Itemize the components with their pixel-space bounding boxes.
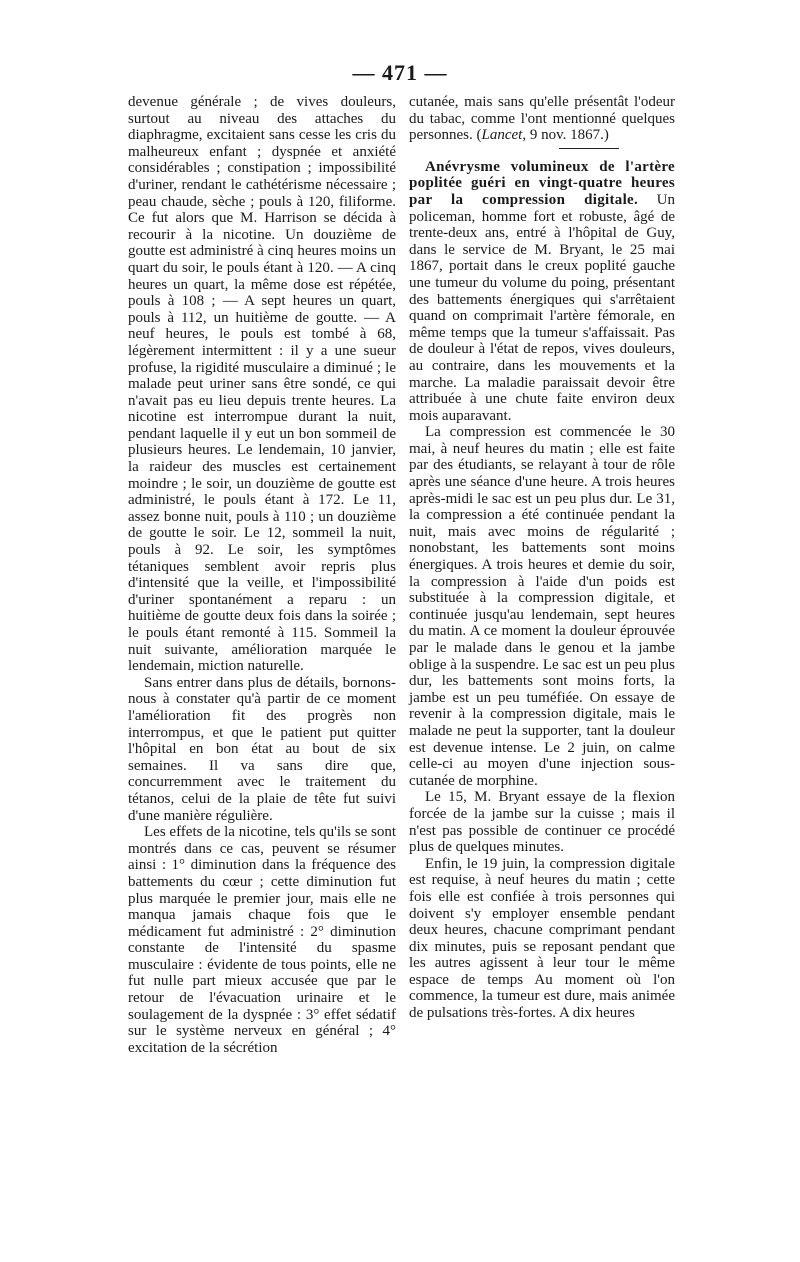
paragraph-text: Un policeman, homme fort et robuste, âgé de trente-deux ans, entré à l'hôpital de Guy, dans le service de M. Bryant, le 25 mai 1867, portait dans le creux poplité gauche une tumeur du volume du poing, présentant des battements énergiques qui s'arrêtaient quand on comprimait l'artère fémorale, en même temps que la tumeur s'affaissait. Pas de douleur à l'état de repos, vives douleurs, au contraire, dans les mouvements et la marche. La maladie paraissait devoir être attribuée à une chute faite environ deux mois auparavant. <box>409 191 675 424</box>
paragraph: Enfin, le 19 juin, la compression digitale est requise, à neuf heures du matin ; cette fois elle est confiée à trois personnes qui doivent s'y employer ensemble pendant deux heures, chacune comprimant pendant dix minutes, puis se reposant pendant que les autres agissent à leur tour le même espace de temps Au moment où l'on commence, la tumeur est dure, mais animée de pulsations très-fortes. A dix heures <box>409 855 675 1022</box>
right-column <box>409 94 675 1022</box>
paragraph: Le 15, M. Bryant essaye de la flexion forcée de la jambe sur la cuisse ; mais il n'est pas possible de continuer ce procédé plus de quelques minutes. <box>409 789 675 856</box>
reference-journal: Lancet <box>481 127 523 144</box>
reference-date: , 9 nov. 1867.) <box>522 127 609 144</box>
paragraph: Les effets de la nicotine, tels qu'ils se sont montrés dans ce cas, peuvent se résumer ainsi : 1° diminution dans la fréquence des battements du cœur ; cette diminution fut plus marquée le premier jour, mais elle ne manqua jamais chaque fois que le médicament fut administré : 2° diminution constante de l'intensité du spasme musculaire : évidente de tous points, elle ne fut nulle part mieux accusée que par le retour de l'évacuation urinaire et le soulagement de la dyspnée : 3° effet sédatif sur le système nerveux en général ; 4° excitation de la sécrétion <box>128 824 396 1056</box>
section-article <box>409 159 675 425</box>
paragraph-text: cutanée, mais sans qu'elle présentât l'odeur du tabac, comme l'ont mentionné quelques personnes. ( <box>409 94 675 144</box>
paragraph: Sans entrer dans plus de détails, bornons-nous à constater qu'à partir de ce moment l'amélioration fit des progrès non interrompus, et que le patient put quitter l'hôpital en bon état au bout de six semaines. Il va sans dire que, concurremment avec le traitement du tétanos, celui de la plaie de tête fut suivi d'une manière régulière. <box>128 674 396 824</box>
paragraph <box>409 94 675 144</box>
paragraph: devenue générale ; de vives douleurs, surtout au niveau des attaches du diaphragme, excitaient sans cesse les cris du malheureux enfant ; dyspnée et anxiété considérables ; constipation ; impossibilité d'uriner, rendant le cathétérisme nécessaire ; peau chaude, sèche ; pouls à 120, filiforme. Ce fut alors que M. Harrison se décida à recourir à la nicotine. Un douzième de goutte est administré à cinq heures moins un quart du soir, le pouls étant à 120. — A cinq heures un quart, la même dose est répétée, pouls à 108 ; — A sept heures un quart, pouls à 112, un huitième de goutte. — A neuf heures, le pouls est tombé à 68, légèrement intermittent : il y a une sueur profuse, la rigidité musculaire a diminué ; le malade peut uriner sans être sondé, ce qui n'avait pas eu lieu depuis trente heures. La nicotine est interrompue durant la nuit, pendant laquelle il y eut un bon sommeil de plusieurs heures. Le lendemain, 10 janvier, la raideur des muscles est certainement moindre ; le soir, un douzième de goutte est administré, le pouls étant à 172. Le 11, assez bonne nuit, pouls à 110 ; un douzième de goutte le soir. Le 12, sommeil la nuit, pouls à 92. Le soir, les symptômes tétaniques semblent avoir repris plus d'intensité que la veille, et l'impossibilité d'uriner spontanément a reparu : un huitième de goutte deux fois dans la soirée ; le pouls étant remonté à 115. Sommeil la nuit suivante, amélioration marquée le lendemain, miction naturelle. <box>128 94 396 675</box>
article-title: Anévrysme volumineux de l'artère poplitée guéri en vingt-quatre heures par la compression digitale. <box>409 158 675 208</box>
paragraph: La compression est commencée le 30 mai, à neuf heures du matin ; elle est faite par des étudiants, se relayant à tour de rôle après une séance d'une heure. A trois heures après-midi le sac est un peu plus dur. Le 31, la compression a été continuée pendant la nuit, mais avec moins de régularité ; nonobstant, les battements sont moins énergiques. A trois heures et demie du soir, la compression à l'aide d'un poids est substituée à la compression digitale, et continuée jusqu'au lendemain, sept heures du matin. A ce moment la douleur éprouvée par le malade dans le genou et la jambe oblige à la suspendre. Le sac est un peu plus dur, les battements sont moins forts, la jambe est un peu tuméfiée. On essaye de revenir à la compression digitale, mais le malade ne peut la supporter, tant la douleur est devenue intense. Le 2 juin, on calme celle-ci au moyen d'une injection sous-cutanée de morphine. <box>409 424 675 789</box>
left-column <box>128 94 396 1056</box>
page-number: — 471 — <box>352 60 448 85</box>
section-divider <box>559 148 619 149</box>
